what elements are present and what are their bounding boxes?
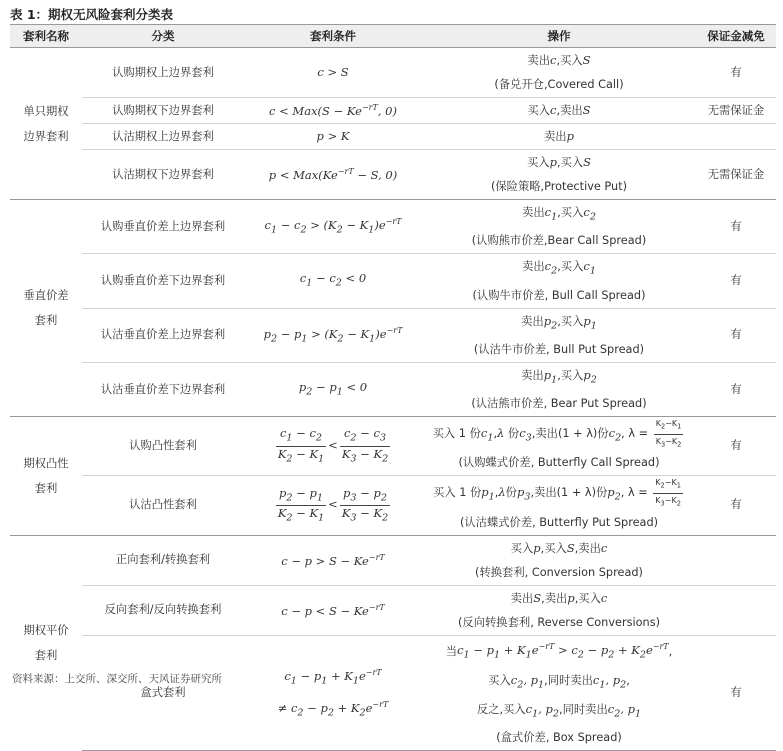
table-row [10,48,776,98]
category-line: 期权平价 [23,624,69,638]
margin-cell [696,585,776,635]
header-class: 分类 [82,25,244,48]
condition-cell: $c < Max(S - Ke^{-rT}$, 0) [244,98,422,124]
category-cell [10,48,82,200]
margin-cell: 有 [696,635,776,751]
operation-cell: 卖出S,卖出p,买入c (反向转换套利, Reverse Conversions) [422,585,696,635]
operation-cell: 卖出$p_2$,买入$p_1$ (认沽牛市价差, Bull Put Spread) [422,308,696,362]
operation-cell: 卖出$c_1$,买入$c_2$ (认购熊市价差,Bear Call Spread) [422,200,696,254]
table-header-row [10,25,776,48]
condition-cell: $c - p < S - Ke^{-rT}$ [244,585,422,635]
category-line: 单只期权 [23,104,69,118]
operation-cell: 买入 1 份$p_1,\lambda$份$p_3$,卖出(1 + λ)份$p_2$, λ = $\frac{K_2-K_1}{K_3-K_2}$ (认沽蝶式价差, Butterfly Put Spread) [422,476,696,535]
class-cell: 认沽期权下边界套利 [82,150,244,200]
class-cell: 认购期权下边界套利 [82,98,244,124]
table-row [10,308,776,362]
class-cell: 认购凸性套利 [82,417,244,476]
condition-cell: $c_1 - c_2 < 0$ [244,254,422,308]
operation-note: (认购牛市价差, Bull Call Spread) [472,288,646,302]
margin-cell: 有 [696,476,776,535]
operation-cell: 卖出$p_1$,买入$p_2$ (认沽熊市价差, Bear Put Spread) [422,362,696,416]
condition-cell: $\frac{c_1 - c_2}{K_2 - K_1}$ < $\frac{c_2 - c_3}{K_3 - K_2}$ [244,417,422,476]
table-row [10,98,776,124]
condition-cell: $c_1 - p_1 + K_1e^{-rT}$ ≠ $c_2 - p_2 + K_2e^{-rT}$ [244,635,422,751]
category-line: 套利 [34,649,58,663]
table-row [10,635,776,751]
margin-cell: 无需保证金 [696,98,776,124]
class-cell: 认购垂直价差下边界套利 [82,254,244,308]
margin-cell [696,535,776,585]
operation-note: (保险策略,Protective Put) [490,180,628,193]
table-row [10,200,776,254]
operation-note: (转换套利, Conversion Spread) [475,565,643,579]
header-condition: 套利条件 [244,25,422,48]
class-cell: 盒式套利 [82,635,244,751]
class-cell: 认沽凸性套利 [82,476,244,535]
operation-cell: 买入c,卖出S [422,98,696,124]
table-row [10,585,776,635]
category-line: 边界套利 [23,129,69,143]
operation-cell: 卖出$c_2$,买入$c_1$ (认购牛市价差, Bull Call Spread) [422,254,696,308]
header-name: 套利名称 [10,25,82,48]
arbitrage-table [10,24,776,751]
table-row [10,254,776,308]
class-cell: 认购期权上边界套利 [82,48,244,98]
class-cell: 认购垂直价差上边界套利 [82,200,244,254]
operation-cell: 卖出c,买入S (备兑开仓,Covered Call) [422,48,696,98]
category-line: 套利 [34,314,58,328]
operation-cell: 买入p,买入S (保险策略,Protective Put) [422,150,696,200]
class-cell: 反向套利/反向转换套利 [82,585,244,635]
margin-cell [696,124,776,150]
table-row [10,150,776,200]
category-cell [10,200,82,417]
condition-cell: p > K [244,124,422,150]
table-title: 表 1：期权无风险套利分类表 [10,7,174,22]
margin-cell: 有 [696,362,776,416]
operation-cell: 卖出p [422,124,696,150]
operation-cell: 当$c_1 - p_1 + K_1e^{-rT} > c_2 - p_2 + K_2e^{-rT}$, 买入$c_2$, $p_1$,同时卖出$c_1$, $p_2$, 反之,买入$c_1$, $p_2$,同时卖出$c_2$, $p_1$ (盒式价差, Box Spread) [422,635,696,751]
table-row [10,362,776,416]
operation-note: (备兑开仓,Covered Call) [494,78,624,91]
table-row [10,535,776,585]
margin-cell: 无需保证金 [696,150,776,200]
condition-cell: $c_1 - c_2 > (K_2 - K_1)e^{-rT}$ [244,200,422,254]
operation-note: (盒式价差, Box Spread) [496,731,622,745]
category-cell [10,417,82,535]
source-note: 资料来源：上交所、深交所、天风证券研究所 [12,673,222,685]
category-line: 期权凸性 [23,456,69,470]
margin-cell: 有 [696,200,776,254]
condition-cell: c > S [244,48,422,98]
operation-note: (认购熊市价差,Bear Call Spread) [471,234,647,248]
category-line: 垂直价差 [23,289,69,303]
table-row [10,417,776,476]
class-cell: 认沽垂直价差上边界套利 [82,308,244,362]
operation-note: (认沽牛市价差, Bull Put Spread) [473,342,645,356]
operation-note: (认沽蝶式价差, Butterfly Put Spread) [459,515,659,529]
condition-cell: $p < Max(Ke^{-rT} - S$, 0) [244,150,422,200]
operation-cell: 买入p,买入S,卖出c (转换套利, Conversion Spread) [422,535,696,585]
category-cell [10,535,82,751]
header-operation: 操作 [422,25,696,48]
table-row [10,124,776,150]
operation-note: (认沽熊市价差, Bear Put Spread) [471,397,647,411]
margin-cell: 有 [696,417,776,476]
operation-note: (认购蝶式价差, Butterfly Call Spread) [458,456,660,470]
condition-cell: $\frac{p_2 - p_1}{K_2 - K_1}$ < $\frac{p_3 - p_2}{K_3 - K_2}$ [244,476,422,535]
condition-cell: $c - p > S - Ke^{-rT}$ [244,535,422,585]
operation-note: (反向转换套利, Reverse Conversions) [458,615,660,629]
operation-cell: 买入 1 份$c_1,\lambda$ 份$c_3$,卖出(1 + λ)份$c_2$, λ = $\frac{K_2-K_1}{K_3-K_2}$ (认购蝶式价差, Butterfly Call Spread) [422,417,696,476]
margin-cell: 有 [696,308,776,362]
condition-cell: $p_2 - p_1 > (K_2 - K_1)e^{-rT}$ [244,308,422,362]
header-margin: 保证金减免 [696,25,776,48]
table-row [10,476,776,535]
category-line: 套利 [34,481,58,495]
class-cell: 认沽期权上边界套利 [82,124,244,150]
class-cell: 认沽垂直价差下边界套利 [82,362,244,416]
margin-cell: 有 [696,254,776,308]
margin-cell: 有 [696,48,776,98]
condition-cell: $p_2 - p_1 < 0$ [244,362,422,416]
class-cell: 正向套利/转换套利 [82,535,244,585]
